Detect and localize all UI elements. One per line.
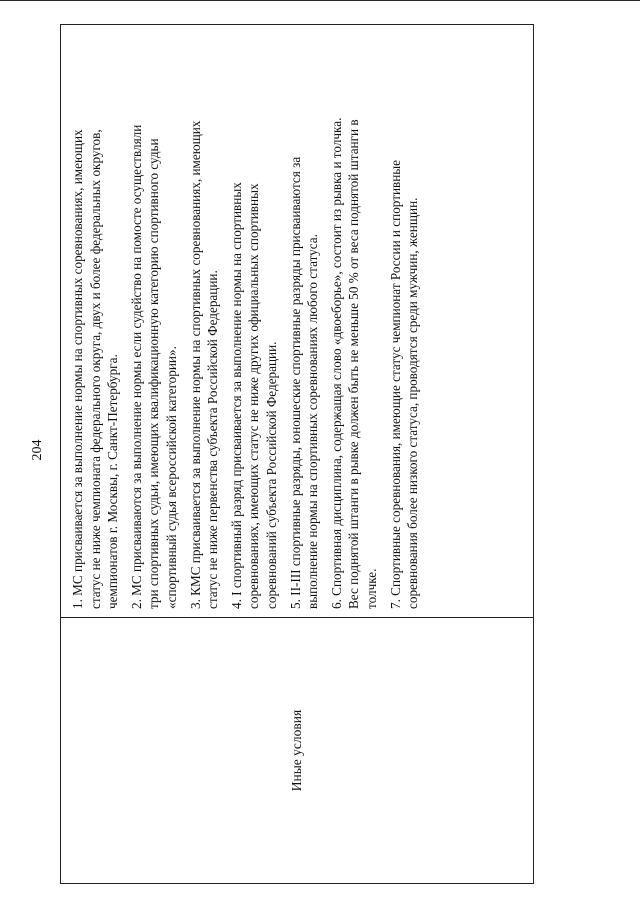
condition-line: Вес поднятой штанги в рывке должен быть не меньше 50 % от веса поднятой штанги в (346, 119, 362, 609)
condition-line: 6. Спортивная дисциплина, содержащая слово «двоеборье», состоит из рывка и толчка. (328, 117, 344, 609)
condition-line: «спортивный судья всероссийской категории». (163, 346, 179, 609)
condition-line: 7. Спортивные соревнования, имеющие статус чемпионат России и спортивные (387, 159, 403, 609)
condition-line: 4. I спортивный разряд присваивается за выполнение нормы на спортивных (228, 182, 244, 609)
condition-item-1 (69, 31, 122, 609)
condition-item-7 (387, 31, 422, 609)
condition-item-2 (128, 31, 181, 609)
condition-line: статус не ниже чемпионата федерального округа, двух и более федеральных округов, (87, 129, 103, 609)
condition-item-5 (287, 31, 322, 609)
condition-line: соревнованиях, имеющих статус не ниже других официальных спортивных (246, 183, 262, 609)
condition-line: толчке. (363, 568, 379, 609)
condition-line: статус не ниже первенства субъекта Российской Федерации. (205, 270, 221, 609)
condition-line: 1. МС присваивается за выполнение нормы на спортивных соревнованиях, имеющих (70, 129, 85, 609)
condition-line: чемпионатов г. Москвы, г. Санкт-Петербурга. (105, 354, 121, 609)
other-conditions-label: Иные условия (289, 709, 304, 792)
page-number: 204 (30, 439, 45, 461)
condition-line: соревнований субъекта Российской Федерации. (263, 341, 279, 609)
condition-line: 3. КМС присваивается за выполнение нормы на спортивных соревнованиях, имеющих (187, 120, 203, 609)
conditions-table (60, 24, 534, 884)
condition-line: 5. II-III спортивные разряды, юношеские спортивные разряды присваиваются за (287, 156, 303, 609)
condition-item-6 (328, 31, 381, 609)
condition-line: выполнение нормы на спортивных соревнованиях любого статуса. (305, 234, 321, 609)
condition-line: три спортивных судьи, имеющих квалификационную категорию спортивного судьи (146, 138, 162, 609)
conditions-cell (61, 25, 533, 617)
condition-item-3 (187, 31, 222, 609)
condition-line: 2. МС присваиваются за выполнение нормы если судейство на помосте осуществляли (128, 124, 144, 609)
condition-item-4 (228, 31, 281, 609)
rotated-page (20, 10, 620, 890)
table-label-cell (61, 617, 533, 883)
condition-line: соревнования более низкого статуса, проводятся среди мужчин, женщин. (405, 197, 421, 609)
